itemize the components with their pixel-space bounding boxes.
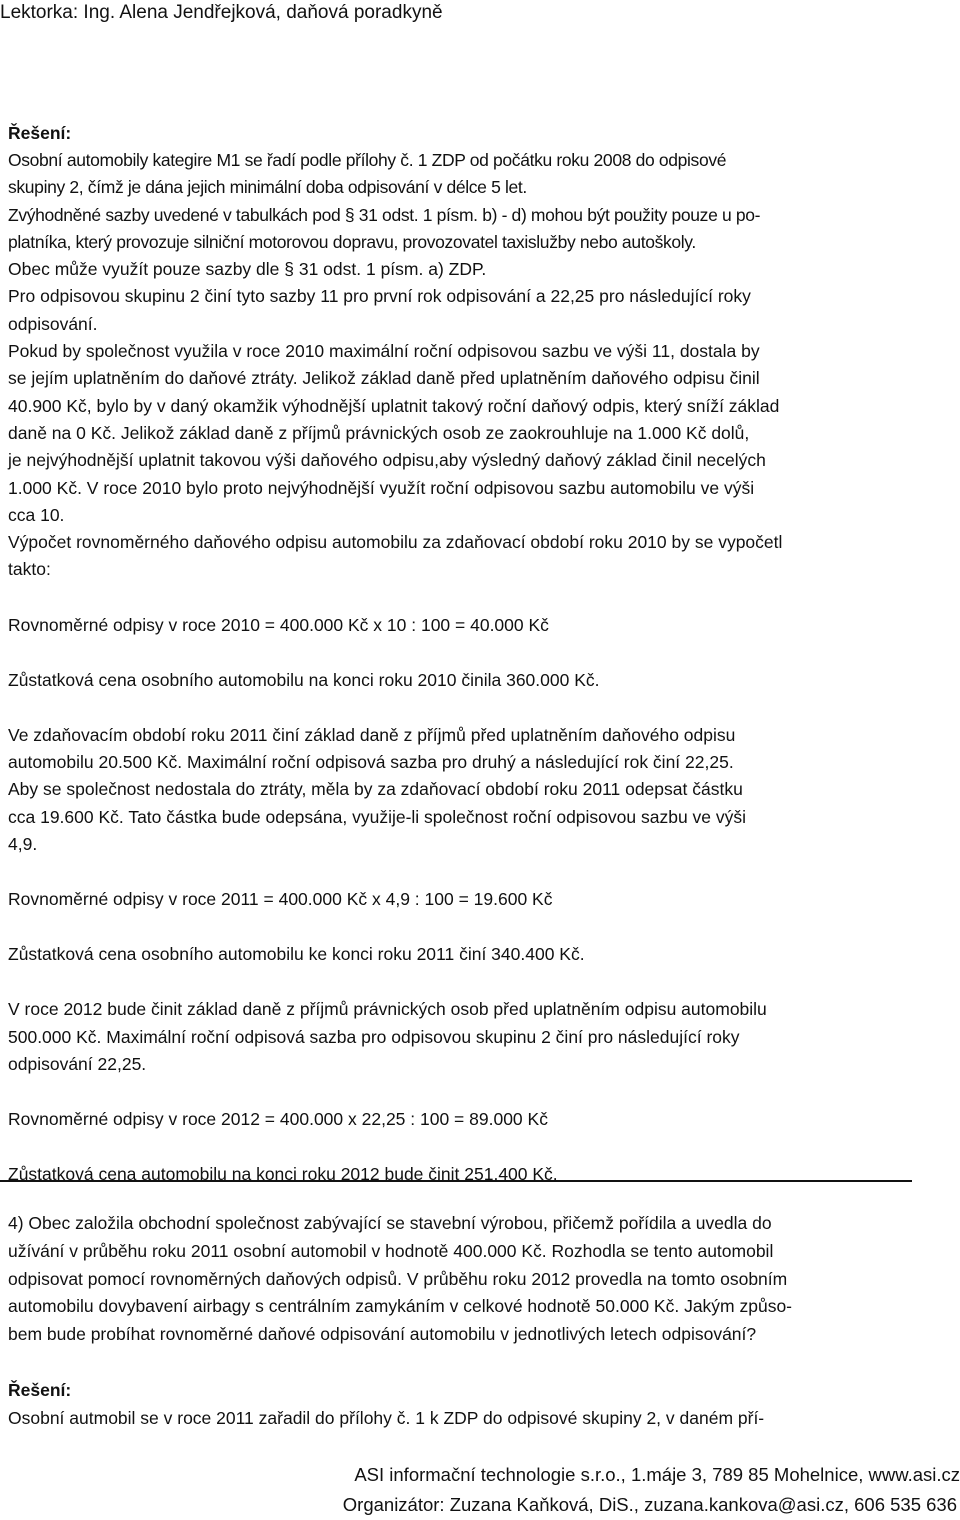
solution-line: Zvýhodněné sazby uvedené v tabulkách pod § 31 odst. 1 písm. b) - d) mohou být použity pouze u po- [8,204,761,225]
solution-intro [8,147,913,584]
paragraph-line: automobilu 20.500 Kč. Maximální roční odpisová sazba pro druhý a následující rok činí 22,25. [8,752,734,773]
solution-line: cca 10. [8,504,65,525]
solution-line: daně na 0 Kč. Jelikož základ daně z příjmů právnických osob ze zaokrouhluje na 1.000 Kč dolů, [8,422,750,443]
solution-line: se jejím uplatněním do daňové ztráty. Jelikož základ daně před uplatněním daňového odpisu činil [8,368,760,389]
lecturer-line: Lektorka: Ing. Alena Jendřejková, daňová poradkyně [0,2,443,23]
residual-value-2012: Zůstatková cena automobilu na konci roku 2012 bude činit 251.400 Kč. [8,1164,558,1185]
page-footer [343,1460,960,1520]
solution-line: skupiny 2, čímž je dána jejich minimální doba odpisování v délce 5 let. [8,177,527,198]
paragraph-line: 500.000 Kč. Maximální roční odpisová sazba pro odpisovou skupinu 2 činí pro následující roky [8,1026,740,1047]
residual-value-2011: Zůstatková cena osobního automobilu ke konci roku 2011 činí 340.400 Kč. [8,944,585,965]
solution-heading: Řešení: [8,123,72,143]
solution-line: odpisování. [8,313,98,334]
answer-line: Osobní autmobil se v roce 2011 zařadil do přílohy č. 1 k ZDP do odpisové skupiny 2, v daném pří- [8,1407,765,1428]
solution-line: takto: [8,559,51,580]
section-divider [0,1180,912,1182]
paragraph-line: Ve zdaňovacím období roku 2011 činí základ daně z příjmů před uplatněním daňového odpisu [8,724,736,745]
paragraph-line: odpisování 22,25. [8,1053,147,1074]
task-line: automobilu dovybavení airbagy s centrálním zamykáním v celkové hodnotě 50.000 Kč. Jakým způso- [8,1296,793,1317]
depreciation-2010: Rovnoměrné odpisy v roce 2010 = 400.000 Kč x 10 : 100 = 40.000 Kč [8,614,549,635]
page-header [0,0,443,26]
paragraph-line: Aby se společnost nedostala do ztráty, měla by za zdaňovací období roku 2011 odepsat částku [8,779,743,800]
solution-heading: Řešení: [8,1379,72,1400]
depreciation-2011: Rovnoměrné odpisy v roce 2011 = 400.000 Kč x 4,9 : 100 = 19.600 Kč [8,889,553,910]
solution-line: 1.000 Kč. V roce 2010 bylo proto nejvýhodnější využít roční odpisovou sazbu automobilu ve výši [8,477,755,498]
solution-line: 40.900 Kč, bylo by v daný okamžik výhodnější uplatnit takový roční daňový odpis, který sníží základ [8,395,780,416]
solution-line: je nejvýhodnější uplatnit takovou výši daňového odpisu,aby výsledný daňový základ činil necelých [8,450,766,471]
solution-line: platníka, který provozuje silniční motorovou dopravu, provozovatel taxislužby nebo autoškoly. [8,231,696,252]
solution-section [8,120,913,1188]
paragraph-line: V roce 2012 bude činit základ daně z příjmů právnických osob před uplatněním odpisu automobilu [8,999,767,1020]
paragraph-line: cca 19.600 Kč. Tato částka bude odepsána, využije-li společnost roční odpisovou sazbu ve výši [8,806,747,827]
solution-line: Pro odpisovou skupinu 2 činí tyto sazby 11 pro první rok odpisování a 22,25 pro následující roky [8,286,751,307]
paragraph-2011 [8,722,913,858]
task-4-section [8,1210,913,1433]
residual-value-2010: Zůstatková cena osobního automobilu na konci roku 2010 činila 360.000 Kč. [8,669,600,690]
task-line: bem bude probíhat rovnoměrné daňové odpisování automobilu v jednotlivých letech odpisování? [8,1324,757,1345]
paragraph-line: 4,9. [8,833,38,854]
task-line: 4) Obec založila obchodní společnost zabývající se stavební výrobou, přičemž pořídila a uvedla do [8,1213,772,1233]
paragraph-2012 [8,996,913,1078]
depreciation-2012: Rovnoměrné odpisy v roce 2012 = 400.000 x 22,25 : 100 = 89.000 Kč [8,1109,548,1130]
task-line: odpisovat pomocí rovnoměrných daňových odpisů. V průběhu roku 2012 provedla na tomto osobním [8,1268,788,1289]
solution-line: Obec může využít pouze sazby dle § 31 odst. 1 písm. a) ZDP. [8,259,487,280]
company-address: ASI informační technologie s.r.o., 1.máje 3, 789 85 Mohelnice, www.asi.cz [354,1464,960,1485]
solution-line: Osobní automobily kategire M1 se řadí podle přílohy č. 1 ZDP od počátku roku 2008 do odpisové [8,150,727,170]
solution-line: Pokud by společnost využila v roce 2010 maximální roční odpisovou sazbu ve výši 11, dostala by [8,341,760,362]
task-line: užívání v průběhu roku 2011 osobní automobil v hodnotě 400.000 Kč. Rozhodla se tento automobil [8,1240,774,1261]
organizer-contact: Organizátor: Zuzana Kaňková, DiS., zuzana.kankova@asi.cz, 606 535 636 [342,1494,957,1515]
section-sign: § [284,259,294,280]
section-sign: § [344,204,355,225]
solution-line: Výpočet rovnoměrného daňového odpisu automobilu za zdaňovací období roku 2010 by se vypočetl [8,532,783,553]
